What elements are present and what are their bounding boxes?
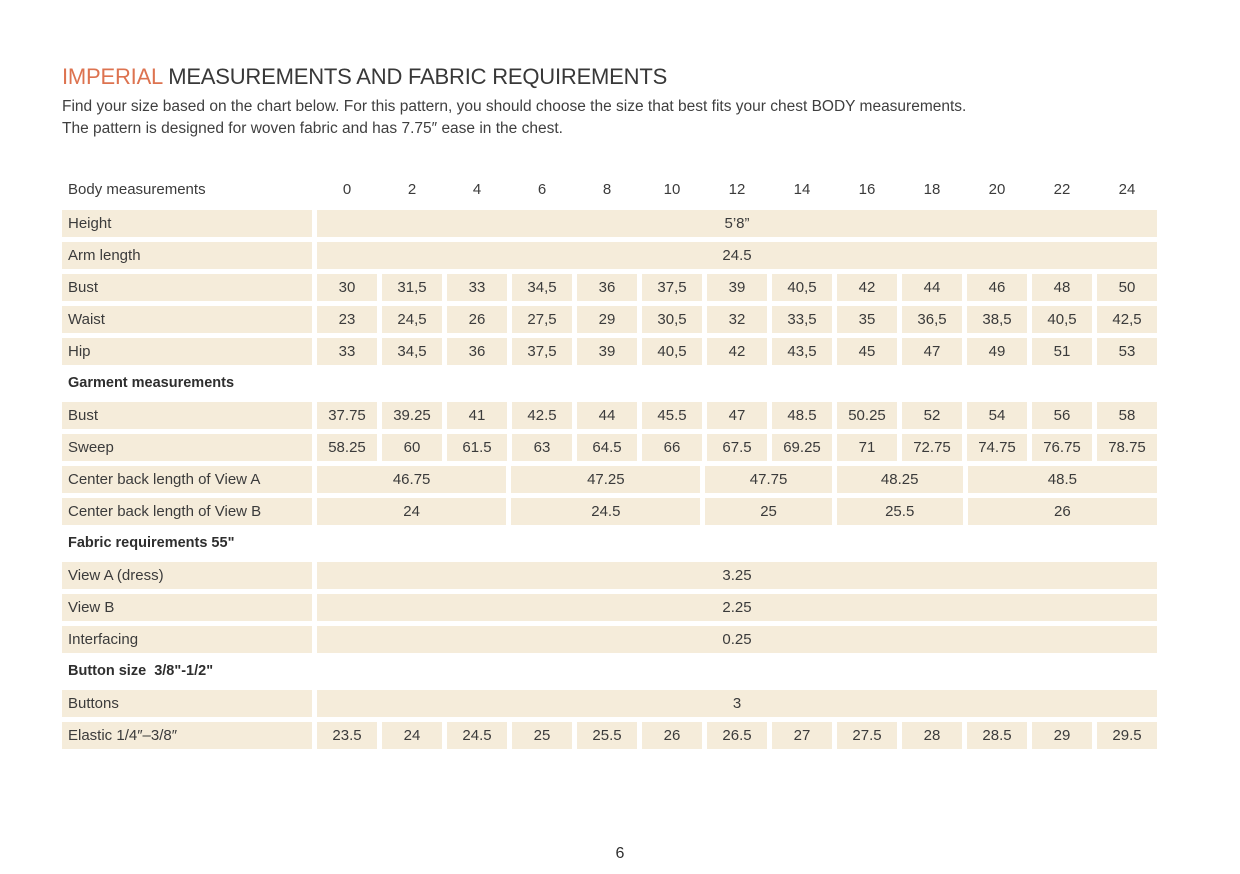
size-column-header: 18	[923, 181, 941, 198]
row-label: Height	[62, 210, 312, 237]
merged-value-cell: 3.25	[317, 562, 1157, 589]
value-cell: 48.5	[772, 402, 832, 429]
value-cell: 37.75	[317, 402, 377, 429]
grouped-value-cell: 24.5	[511, 498, 700, 525]
row-label: Bust	[62, 402, 312, 429]
value-cell: 29	[1032, 722, 1092, 749]
table-row	[62, 434, 1157, 461]
table-row	[62, 402, 1157, 429]
value-cell: 31,5	[382, 274, 442, 301]
row-cells	[317, 562, 1157, 589]
merged-value-cell: 24.5	[317, 242, 1157, 269]
value-cell: 34,5	[512, 274, 572, 301]
value-cell: 41	[447, 402, 507, 429]
value-cell: 39	[577, 338, 637, 365]
value-cell: 23.5	[317, 722, 377, 749]
value-cell: 50.25	[837, 402, 897, 429]
value-cell: 42,5	[1097, 306, 1157, 333]
value-cell: 72.75	[902, 434, 962, 461]
section-header-row	[62, 534, 1157, 552]
page-number: 6	[615, 845, 625, 862]
value-cell: 53	[1097, 338, 1157, 365]
table-row	[62, 562, 1157, 589]
size-table	[62, 180, 1157, 749]
table-row	[62, 498, 1157, 525]
value-cell: 40,5	[642, 338, 702, 365]
row-cells	[317, 498, 1157, 525]
value-cell: 32	[707, 306, 767, 333]
value-cell: 37,5	[642, 274, 702, 301]
value-cell: 36	[447, 338, 507, 365]
table-row	[62, 690, 1157, 717]
value-cell: 35	[837, 306, 897, 333]
size-column-header: 24	[1118, 181, 1136, 198]
value-cell: 78.75	[1097, 434, 1157, 461]
row-label: Interfacing	[62, 626, 312, 653]
table-row	[62, 274, 1157, 301]
value-cell: 33	[447, 274, 507, 301]
value-cell: 25.5	[577, 722, 637, 749]
row-cells	[317, 306, 1157, 333]
value-cell: 30	[317, 274, 377, 301]
grouped-value-cell: 47.25	[511, 466, 700, 493]
value-cell: 39.25	[382, 402, 442, 429]
row-cells	[317, 722, 1157, 749]
section-header-label: Garment measurements	[68, 375, 235, 391]
value-cell: 47	[707, 402, 767, 429]
value-cell: 58	[1097, 402, 1157, 429]
row-label: Sweep	[62, 434, 312, 461]
value-cell: 27	[772, 722, 832, 749]
value-cell: 56	[1032, 402, 1092, 429]
value-cell: 76.75	[1032, 434, 1092, 461]
merged-value-cell: 3	[317, 690, 1157, 717]
row-label: View A (dress)	[62, 562, 312, 589]
size-column-header: 8	[602, 181, 612, 198]
row-label: Center back length of View B	[62, 498, 312, 525]
value-cell: 25	[512, 722, 572, 749]
value-cell: 49	[967, 338, 1027, 365]
value-cell: 26	[447, 306, 507, 333]
value-cell: 48	[1032, 274, 1092, 301]
value-cell: 23	[317, 306, 377, 333]
value-cell: 36	[577, 274, 637, 301]
value-cell: 51	[1032, 338, 1092, 365]
section-header-label: Fabric requirements 55"	[68, 535, 235, 551]
value-cell: 24,5	[382, 306, 442, 333]
size-column-header: 10	[663, 181, 681, 198]
title-highlight: IMPERIAL	[62, 64, 163, 89]
value-cell: 24	[382, 722, 442, 749]
value-cell: 45.5	[642, 402, 702, 429]
value-cell: 27.5	[837, 722, 897, 749]
value-cell: 40,5	[772, 274, 832, 301]
table-row	[62, 722, 1157, 749]
size-column-header: 6	[537, 181, 547, 198]
value-cell: 58.25	[317, 434, 377, 461]
value-cell: 28	[902, 722, 962, 749]
column-header-label: Body measurements	[68, 181, 206, 198]
value-cell: 37,5	[512, 338, 572, 365]
value-cell: 33,5	[772, 306, 832, 333]
grouped-value-cell: 46.75	[317, 466, 506, 493]
section-header-row	[62, 662, 1157, 680]
merged-value-cell: 5’8”	[317, 210, 1157, 237]
value-cell: 34,5	[382, 338, 442, 365]
row-cells	[317, 690, 1157, 717]
value-cell: 42.5	[512, 402, 572, 429]
value-cell: 64.5	[577, 434, 637, 461]
value-cell: 29	[577, 306, 637, 333]
merged-value-cell: 0.25	[317, 626, 1157, 653]
table-row	[62, 338, 1157, 365]
page-title	[62, 64, 1240, 90]
row-cells	[317, 626, 1157, 653]
row-cells	[317, 242, 1157, 269]
grouped-value-cell: 26	[968, 498, 1157, 525]
value-cell: 71	[837, 434, 897, 461]
intro-paragraph	[62, 96, 1162, 140]
grouped-value-cell: 48.25	[837, 466, 963, 493]
table-row	[62, 466, 1157, 493]
grouped-value-cell: 25	[705, 498, 831, 525]
value-cell: 60	[382, 434, 442, 461]
value-cell: 50	[1097, 274, 1157, 301]
size-column-header: 16	[858, 181, 876, 198]
size-column-header: 12	[728, 181, 746, 198]
row-cells	[317, 594, 1157, 621]
row-label: Bust	[62, 274, 312, 301]
value-cell: 26	[642, 722, 702, 749]
table-row	[62, 306, 1157, 333]
section-header-label: Button size 3/8"-1/2"	[68, 663, 214, 679]
row-cells	[317, 434, 1157, 461]
row-label: Waist	[62, 306, 312, 333]
table-row	[62, 210, 1157, 237]
value-cell: 27,5	[512, 306, 572, 333]
table-header-row	[62, 180, 1157, 199]
value-cell: 67.5	[707, 434, 767, 461]
value-cell: 52	[902, 402, 962, 429]
value-cell: 47	[902, 338, 962, 365]
value-cell: 40,5	[1032, 306, 1092, 333]
value-cell: 54	[967, 402, 1027, 429]
row-label: Arm length	[62, 242, 312, 269]
table-row	[62, 626, 1157, 653]
row-label: Buttons	[62, 690, 312, 717]
value-cell: 28.5	[967, 722, 1027, 749]
value-cell: 38,5	[967, 306, 1027, 333]
size-column-header: 22	[1053, 181, 1071, 198]
size-column-header: 0	[342, 181, 352, 198]
size-header-cells	[317, 180, 1157, 199]
value-cell: 69.25	[772, 434, 832, 461]
value-cell: 29.5	[1097, 722, 1157, 749]
value-cell: 26.5	[707, 722, 767, 749]
value-cell: 63	[512, 434, 572, 461]
row-cells	[317, 338, 1157, 365]
row-cells	[317, 466, 1157, 493]
size-column-header: 14	[793, 181, 811, 198]
value-cell: 66	[642, 434, 702, 461]
row-label: Center back length of View A	[62, 466, 312, 493]
intro-line-2: The pattern is designed for woven fabric and has 7.75″ ease in the chest.	[62, 120, 563, 137]
value-cell: 46	[967, 274, 1027, 301]
row-label: View B	[62, 594, 312, 621]
row-cells	[317, 210, 1157, 237]
merged-value-cell: 2.25	[317, 594, 1157, 621]
grouped-value-cell: 25.5	[837, 498, 963, 525]
value-cell: 24.5	[447, 722, 507, 749]
title-rest: MEASUREMENTS AND FABRIC REQUIREMENTS	[162, 64, 668, 89]
value-cell: 44	[577, 402, 637, 429]
size-column-header: 4	[472, 181, 482, 198]
value-cell: 43,5	[772, 338, 832, 365]
size-column-header: 20	[988, 181, 1006, 198]
value-cell: 74.75	[967, 434, 1027, 461]
grouped-value-cell: 48.5	[968, 466, 1157, 493]
value-cell: 39	[707, 274, 767, 301]
section-header-row	[62, 374, 1157, 392]
grouped-value-cell: 24	[317, 498, 506, 525]
row-cells	[317, 402, 1157, 429]
value-cell: 36,5	[902, 306, 962, 333]
table-row	[62, 242, 1157, 269]
value-cell: 42	[837, 274, 897, 301]
value-cell: 30,5	[642, 306, 702, 333]
value-cell: 44	[902, 274, 962, 301]
value-cell: 45	[837, 338, 897, 365]
value-cell: 42	[707, 338, 767, 365]
row-label: Hip	[62, 338, 312, 365]
value-cell: 61.5	[447, 434, 507, 461]
row-cells	[317, 274, 1157, 301]
value-cell: 33	[317, 338, 377, 365]
size-column-header: 2	[407, 181, 417, 198]
row-label: Elastic 1/4″–3/8″	[62, 722, 312, 749]
grouped-value-cell: 47.75	[705, 466, 831, 493]
intro-line-1: Find your size based on the chart below. For this pattern, you should choose the size that best fits your chest BODY measurements.	[62, 98, 967, 115]
table-row	[62, 594, 1157, 621]
